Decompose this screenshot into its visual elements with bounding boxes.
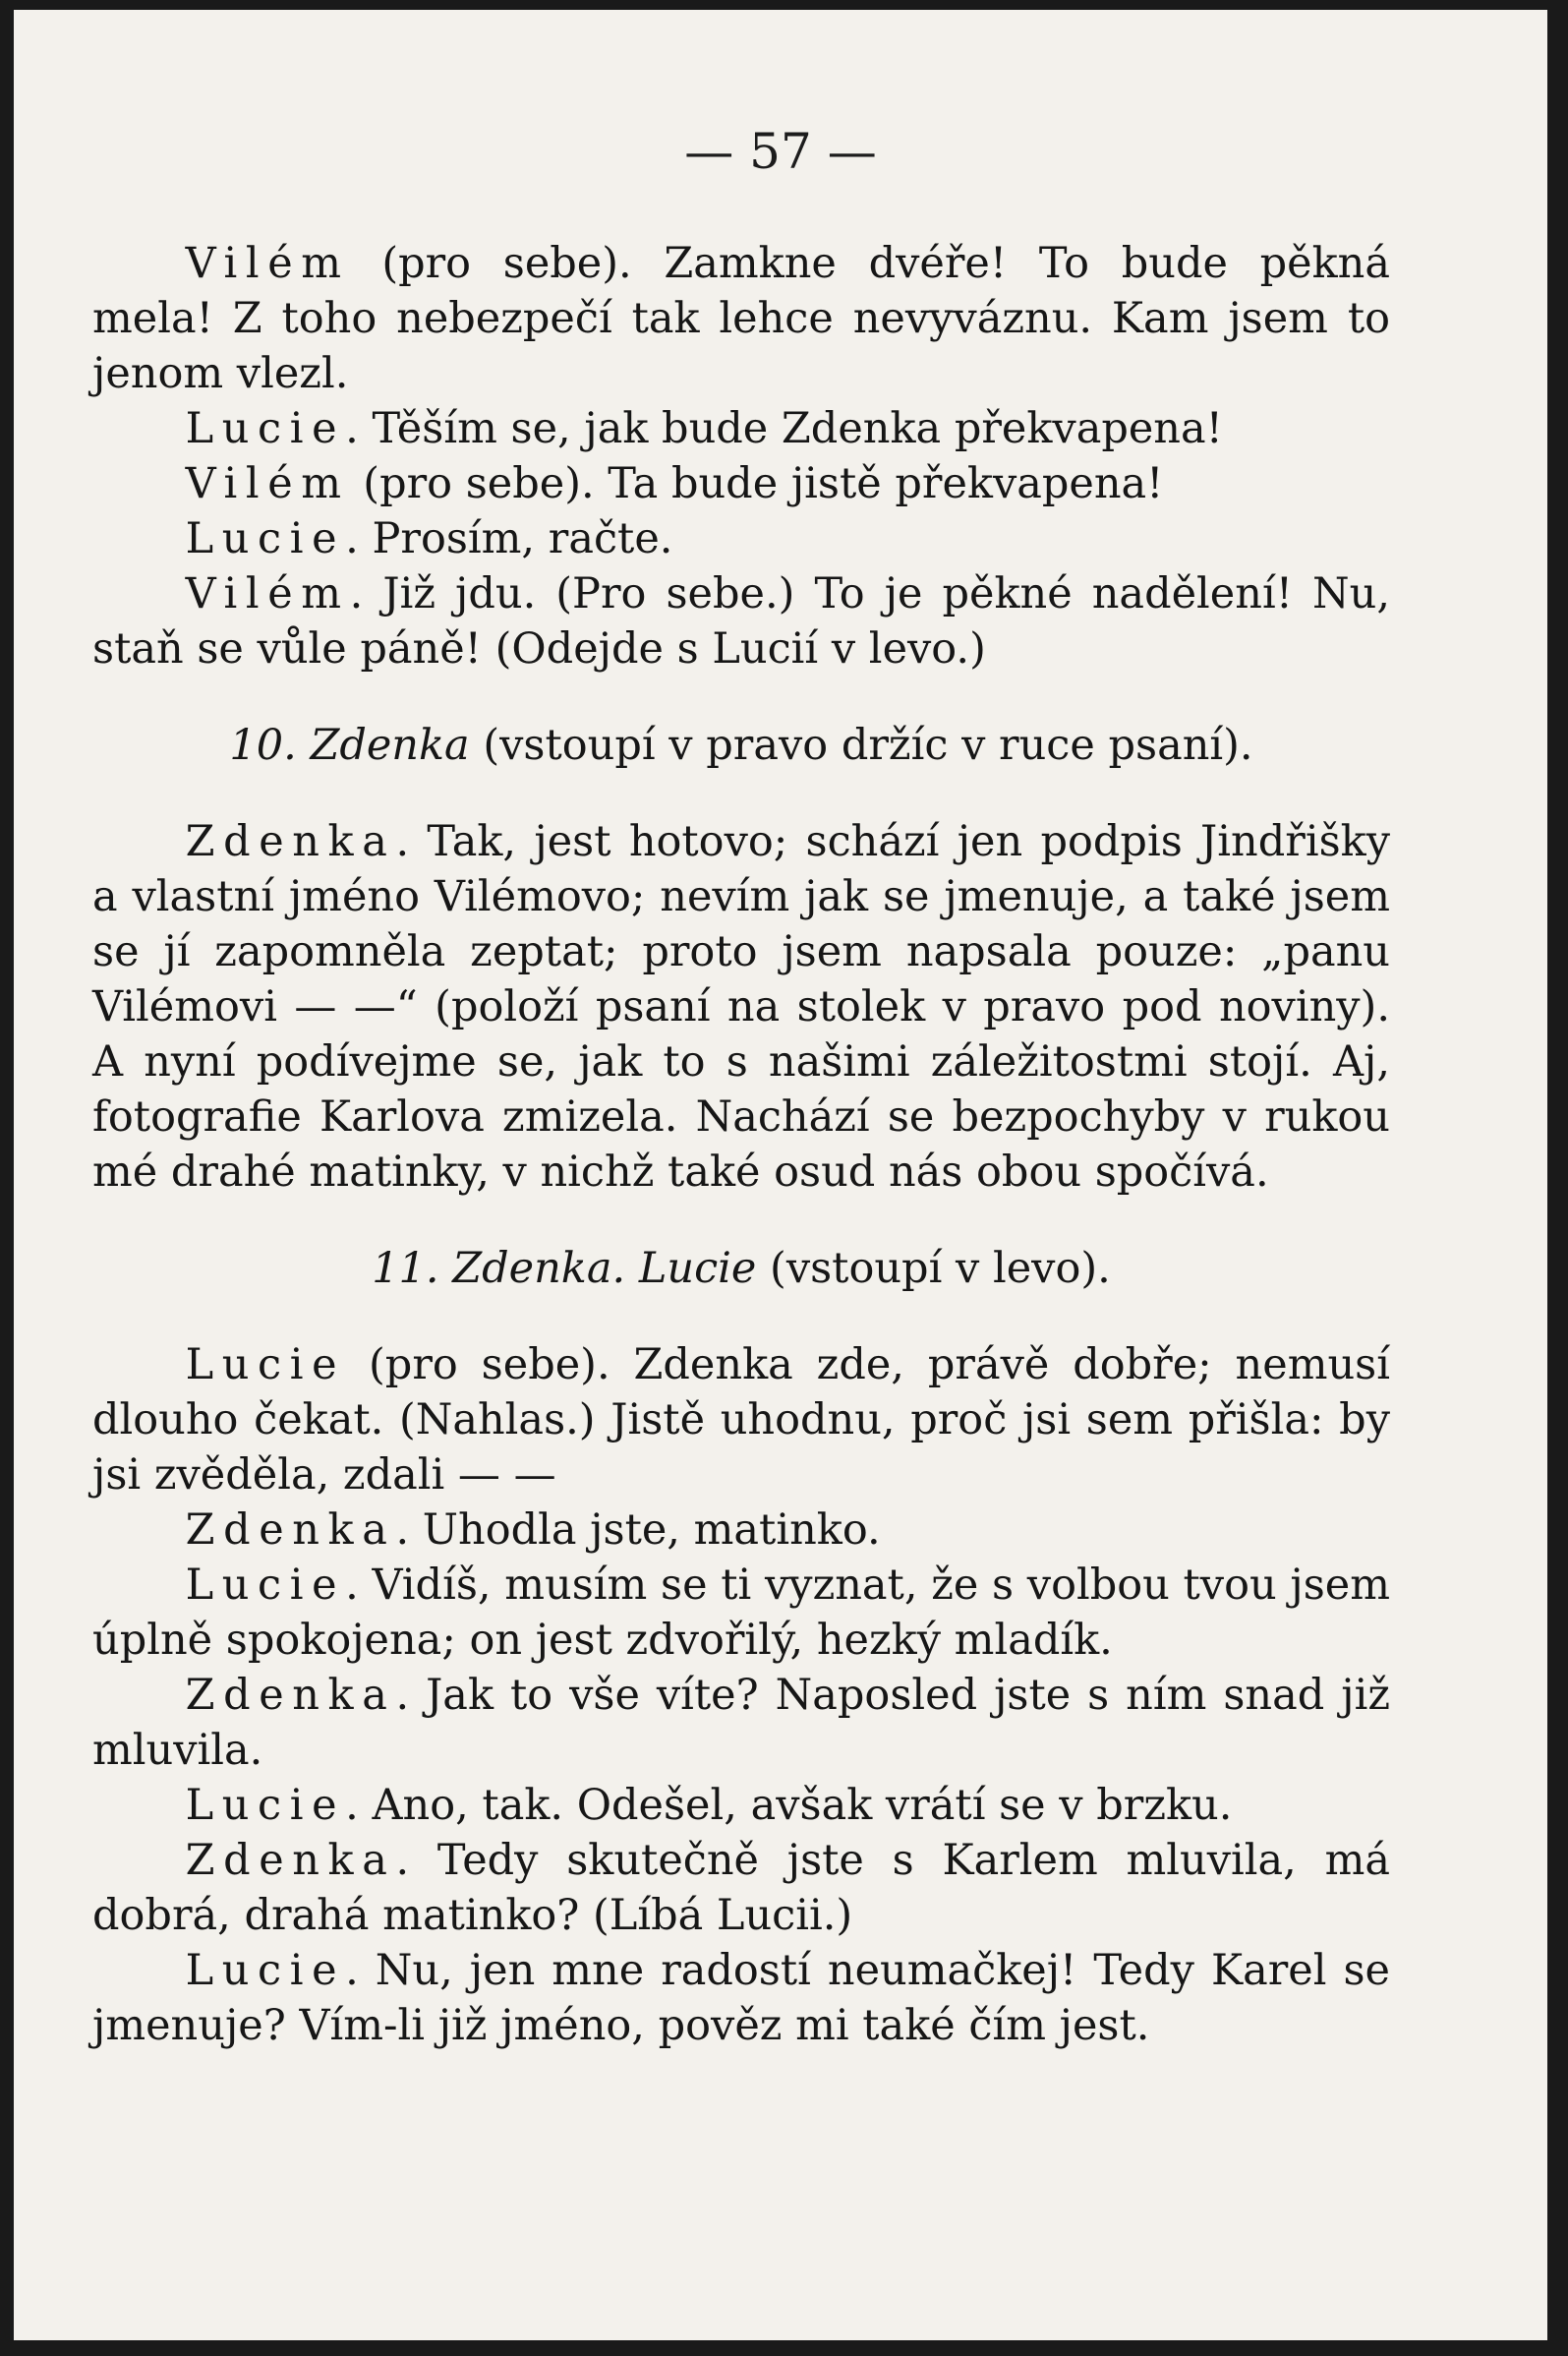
dialogue-text: . Uhodla jste, matinko. <box>395 1505 881 1555</box>
speaker-name: Vilém <box>185 569 350 618</box>
dialogue-text: . Nu, jen mne radostí neumačkej! Tedy Karel se jmenuje? Vím-li již jméno, pověz mi také čím jest. <box>92 1946 1390 2050</box>
dialogue-text: (pro sebe). Zamkne dvéře! To bude pěkná mela! Z toho nebezpečí tak lehce nevyváznu. Kam jsem to jenom vlezl. <box>92 239 1390 398</box>
dialogue-line <box>92 1558 1390 1668</box>
scene-number: 11. <box>372 1244 439 1293</box>
dialogue-text: (pro sebe). Zdenka zde, právě dobře; nemusí dlouho čekat. (Nahlas.) Jistě uhodnu, proč jsi sem přišla: by jsi zvěděla, zdali — — <box>92 1340 1390 1500</box>
dialogue-line <box>92 566 1390 677</box>
scene-character: Lucie <box>638 1244 757 1293</box>
dialogue-text: . Jak to vše víte? Naposled jste s ním snad již mluvila. <box>92 1671 1390 1775</box>
page-number: — 57 — <box>684 123 877 180</box>
dialogue-text: . Již jdu. (Pro sebe.) To je pěkné nadělení! Nu, staň se vůle páně! (Odejde s Lucií v levo.) <box>92 569 1390 674</box>
book-page <box>14 10 1547 2340</box>
speaker-name: Vilém <box>185 459 350 508</box>
dialogue-text: . Tak, jest hotovo; schází jen podpis Jindřišky a vlastní jméno Vilémovo; nevím jak se jmenuje, a také jsem se jí zapomněla zeptat; proto jsem napsala pouze: „panu Vilémovi — —“ (položí psaní na stolek v pravo pod noviny). A nyní podívejme se, jak to s našimi záležitostmi stojí. Aj, fotografie Karlova zmizela. Nachází se bezpochyby v rukou mé drahé matinky, v nichž také osud nás obou spočívá. <box>92 817 1390 1197</box>
speaker-name: Zdenka <box>185 1671 396 1720</box>
dialogue-line <box>92 1943 1390 2053</box>
dialogue-text: . Prosím, račte. <box>345 514 673 563</box>
speaker-name: Zdenka <box>185 1505 396 1555</box>
dialogue-line <box>92 1778 1390 1833</box>
dialogue-text: . Vidíš, musím se ti vyznat, že s volbou tvou jsem úplně spokojena; on jest zdvořilý, hezký mladík. <box>92 1561 1390 1665</box>
speaker-name: Lucie <box>185 1340 346 1389</box>
speaker-name: Zdenka <box>185 817 396 866</box>
dialogue-line <box>92 814 1390 1200</box>
speaker-name: Lucie <box>185 1561 346 1610</box>
dialogue-line <box>92 1502 1390 1558</box>
speaker-name: Lucie <box>185 1946 346 1995</box>
speaker-name: Lucie <box>185 404 346 453</box>
scene-number: 10. <box>229 721 297 770</box>
scene-direction: (vstoupí v levo). <box>770 1244 1111 1293</box>
dialogue-line <box>92 511 1390 566</box>
page-text <box>92 236 1390 2053</box>
dialogue-line <box>92 236 1390 401</box>
dialogue-line <box>92 456 1390 511</box>
dialogue-text: . Tedy skutečně jste s Karlem mluvila, má dobrá, drahá matinko? (Líbá Lucii.) <box>92 1836 1390 1940</box>
dialogue-line <box>92 1668 1390 1778</box>
dialogue-line <box>92 401 1390 456</box>
dialogue-line <box>92 1337 1390 1502</box>
scene-heading <box>92 1241 1390 1296</box>
scene-character: Zdenka <box>310 721 470 770</box>
speaker-name: Zdenka <box>185 1836 396 1885</box>
dialogue-text: (pro sebe). Ta bude jistě překvapena! <box>363 459 1164 508</box>
speaker-name: Vilém <box>185 239 350 288</box>
dialogue-text: . Ano, tak. Odešel, avšak vrátí se v brzku. <box>345 1781 1233 1830</box>
speaker-name: Lucie <box>185 514 346 563</box>
dialogue-line <box>92 1833 1390 1943</box>
scene-heading <box>92 718 1390 773</box>
scene-direction: (vstoupí v pravo držíc v ruce psaní). <box>483 721 1253 770</box>
dialogue-text: . Těším se, jak bude Zdenka překvapena! <box>345 404 1223 453</box>
speaker-name: Lucie <box>185 1781 346 1830</box>
scene-character: Zdenka. <box>452 1244 626 1293</box>
